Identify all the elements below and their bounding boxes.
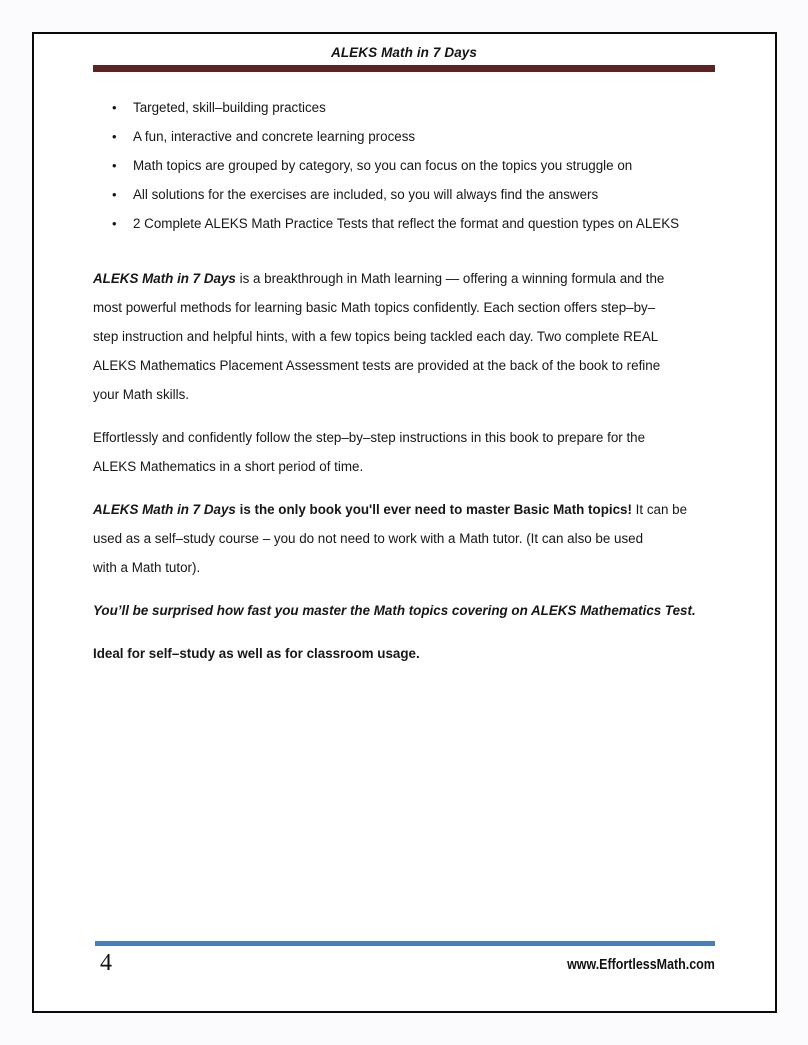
list-item-label: All solutions for the exercises are included, so you will always find the answers	[133, 187, 599, 202]
paragraph-line: your Math skills.	[93, 387, 189, 402]
header-divider-rule	[93, 65, 715, 72]
page-header-title: ALEKS Math in 7 Days	[330, 45, 478, 60]
paragraph-line: ALEKS Mathematics in a short period of time.	[93, 459, 364, 474]
paragraph-line: most powerful methods for learning basic Math topics confidently. Each section offers step–by–	[93, 300, 656, 315]
paragraph-self-study	[93, 495, 725, 582]
list-item	[93, 151, 723, 180]
list-item-label: Math topics are grouped by category, so you can focus on the topics you struggle on	[133, 158, 633, 173]
paragraph-ideal-for	[93, 639, 725, 668]
paragraph-promise	[93, 596, 725, 625]
feature-bullet-list	[93, 93, 723, 238]
paragraph-bold-lead: is the only book you'll ever need to master Basic Math topics!	[235, 502, 632, 517]
paragraph-intro	[93, 264, 725, 409]
bullet-icon: •	[112, 187, 117, 202]
list-item-label: Targeted, skill–building practices	[133, 100, 326, 115]
paragraph-line: ALEKS Mathematics Placement Assessment tests are provided at the back of the book to refine	[93, 358, 661, 373]
page-number: 4	[100, 950, 112, 976]
list-item	[93, 93, 723, 122]
paragraph-line	[93, 264, 725, 293]
paragraph-line: used as a self–study course – you do not need to work with a Math tutor. (It can also be used	[93, 531, 644, 546]
paragraph-line: Ideal for self–study as well as for classroom usage.	[93, 646, 420, 661]
paragraph-line-text: is a breakthrough in Math learning — offering a winning formula and the	[235, 271, 665, 286]
paragraph-line: step instruction and helpful hints, with a few topics being tackled each day. Two complete REAL	[93, 329, 659, 344]
body-text-block	[93, 264, 725, 668]
bullet-icon: •	[112, 158, 117, 173]
book-title-emphasis: ALEKS Math in 7 Days	[93, 502, 236, 517]
list-item	[93, 122, 723, 151]
list-item-label: A fun, interactive and concrete learning process	[133, 129, 416, 144]
paragraph-line-text: It can be	[631, 502, 688, 517]
list-item	[93, 180, 723, 209]
list-item-label: 2 Complete ALEKS Math Practice Tests that reflect the format and question types on ALEKS	[133, 216, 680, 231]
bullet-icon: •	[112, 100, 117, 115]
bullet-icon: •	[112, 216, 117, 231]
paragraph-line	[93, 495, 725, 524]
book-title-emphasis: ALEKS Math in 7 Days	[93, 271, 236, 286]
paragraph-instructions	[93, 423, 725, 481]
footer-website-url: www.EffortlessMath.com	[567, 957, 715, 973]
paragraph-line: with a Math tutor).	[93, 560, 201, 575]
paragraph-line: Effortlessly and confidently follow the step–by–step instructions in this book to prepare for the	[93, 430, 646, 445]
bullet-icon: •	[112, 129, 117, 144]
list-item	[93, 209, 723, 238]
paragraph-line: You’ll be surprised how fast you master the Math topics covering on ALEKS Mathematics Test.	[93, 603, 696, 618]
footer-divider-rule	[95, 941, 715, 946]
